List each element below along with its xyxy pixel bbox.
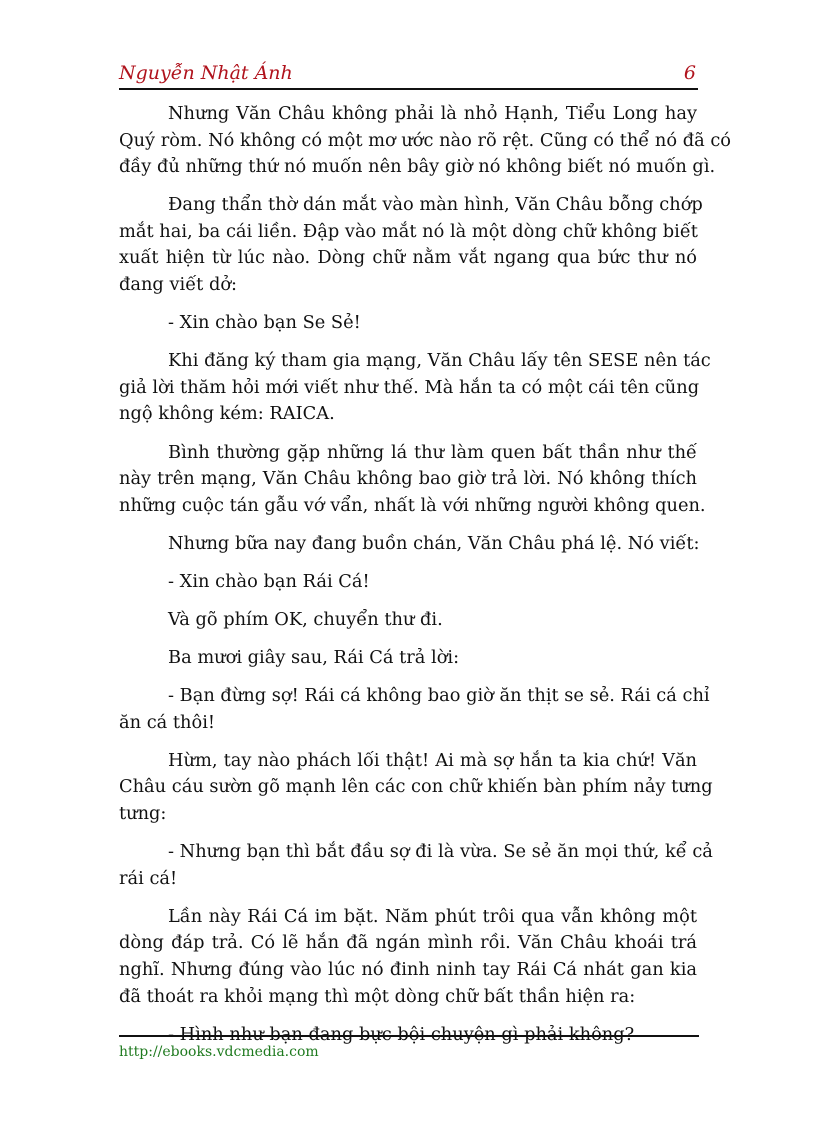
page-header bbox=[119, 60, 698, 90]
text-line: ăn cá thôi! bbox=[119, 711, 216, 733]
text-line: giả lời thăm hỏi mới viết như thế. Mà hắn ta có một cái tên cũng bbox=[119, 376, 700, 398]
text-line: Bình thường gặp những lá thư làm quen bất thần như thế bbox=[168, 441, 697, 463]
text-line: Khi đăng ký tham gia mạng, Văn Châu lấy tên SESE nên tác bbox=[168, 350, 711, 372]
paragraph bbox=[119, 645, 697, 672]
text-line: này trên mạng, Văn Châu không bao giờ trả lời. Nó không thích bbox=[119, 468, 697, 490]
text-line: Quý ròm. Nó không có một mơ ước nào rõ rệt. Cũng có thể nó đã có bbox=[119, 129, 731, 151]
body-text bbox=[119, 101, 731, 1060]
text-line: Và gõ phím OK, chuyển thư đi. bbox=[168, 609, 443, 630]
text-line: - Bạn đừng sợ! Rái cá không bao giờ ăn thịt se sẻ. Rái cá chỉ bbox=[168, 685, 710, 707]
paragraph bbox=[119, 192, 703, 298]
text-line: - Xin chào bạn Rái Cá! bbox=[168, 570, 370, 592]
text-line: Nhưng bữa nay đang buồn chán, Văn Châu phá lệ. Nó viết: bbox=[168, 532, 700, 554]
footer-url-link[interactable]: http://ebooks.vdcmedia.com bbox=[119, 1044, 319, 1060]
text-line: xuất hiện từ lúc nào. Dòng chữ nằm vắt ngang qua bức thư nó bbox=[119, 247, 697, 269]
paragraph bbox=[119, 348, 711, 428]
text-line: mắt hai, ba cái liền. Đập vào mắt nó là một dòng chữ không biết bbox=[119, 220, 698, 242]
text-line: ngộ không kém: RAICA. bbox=[119, 403, 335, 425]
text-line: Châu cáu sườn gõ mạnh lên các con chữ khiến bàn phím nảy tưng bbox=[119, 776, 713, 798]
footer-divider bbox=[119, 1035, 699, 1037]
paragraph bbox=[119, 683, 710, 736]
text-line: - Xin chào bạn Se Sẻ! bbox=[168, 312, 361, 334]
paragraph bbox=[119, 839, 713, 892]
paragraph bbox=[119, 310, 697, 337]
paragraph bbox=[119, 607, 697, 634]
text-line: Ba mươi giây sau, Rái Cá trả lời: bbox=[168, 647, 460, 669]
text-line: những cuộc tán gẫu vớ vẩn, nhất là với những người không quen. bbox=[119, 494, 706, 516]
text-line: đang viết dở: bbox=[119, 274, 238, 296]
page-number: 6 bbox=[683, 62, 696, 84]
paragraph bbox=[119, 904, 697, 1010]
text-line: Hừm, tay nào phách lối thật! Ai mà sợ hắn ta kia chứ! Văn bbox=[168, 749, 697, 771]
paragraph bbox=[119, 569, 697, 596]
text-line: nghĩ. Nhưng đúng vào lúc nó đinh ninh tay Rái Cá nhát gan kia bbox=[119, 959, 697, 981]
text-line: tưng: bbox=[119, 803, 167, 825]
text-line: - Hình như bạn đang bực bội chuyện gì phải không? bbox=[168, 1023, 635, 1045]
author-name: Nguyễn Nhật Ánh bbox=[119, 62, 293, 84]
paragraph bbox=[119, 440, 706, 520]
text-line: Đang thẩn thờ dán mắt vào màn hình, Văn Châu bỗng chớp bbox=[168, 194, 703, 216]
text-line: đã thoát ra khỏi mạng thì một dòng chữ bất thần hiện ra: bbox=[119, 985, 636, 1007]
paragraph bbox=[119, 748, 713, 828]
text-line: đầy đủ những thứ nó muốn nên bây giờ nó không biết nó muốn gì. bbox=[119, 156, 716, 178]
paragraph bbox=[119, 101, 731, 181]
text-line: Lần này Rái Cá im bặt. Năm phút trôi qua vẫn không một bbox=[168, 905, 697, 927]
text-line: - Nhưng bạn thì bắt đầu sợ đi là vừa. Se sẻ ăn mọi thứ, kể cả bbox=[168, 841, 713, 863]
paragraph bbox=[119, 531, 700, 558]
text-line: dòng đáp trả. Có lẽ hắn đã ngán mình rồi. Văn Châu khoái trá bbox=[119, 932, 697, 954]
text-line: rái cá! bbox=[119, 867, 178, 889]
text-line: Nhưng Văn Châu không phải là nhỏ Hạnh, Tiểu Long hay bbox=[168, 103, 697, 124]
